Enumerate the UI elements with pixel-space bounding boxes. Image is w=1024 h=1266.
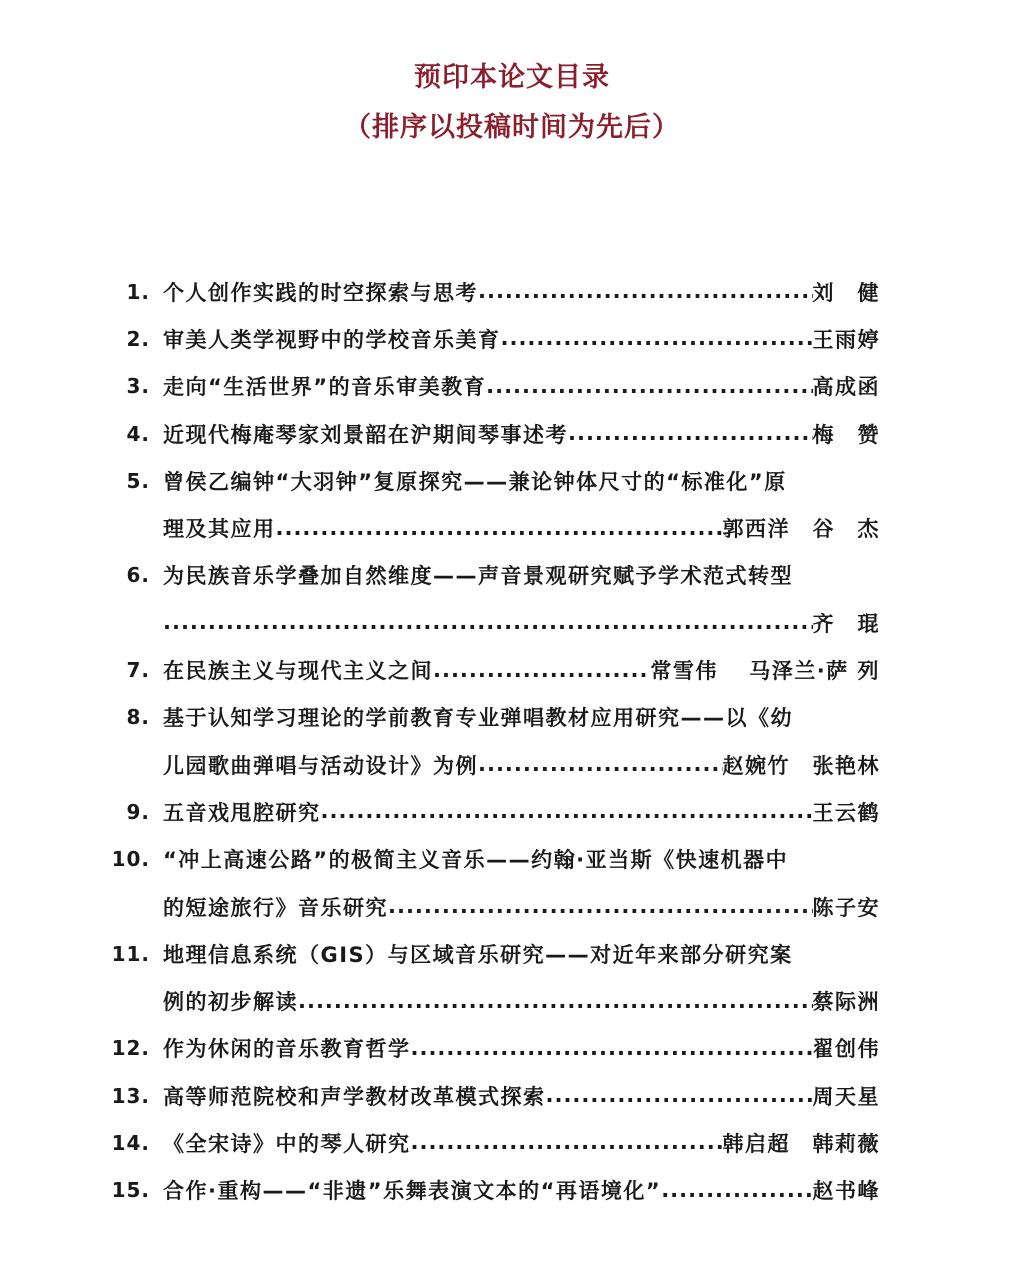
toc-entry-number: 14.: [111, 1130, 150, 1155]
toc-entry-title: 为民族音乐学叠加自然维度——声音景观研究赋予学术范式转型: [163, 564, 793, 589]
toc-entry-line: [100, 694, 880, 741]
toc-entry-title: 儿园歌曲弹唱与活动设计》为例: [163, 753, 478, 778]
toc-entry-number: 10.: [111, 847, 150, 872]
toc-entry-title: 合作·重构——“非遗”乐舞表演文本的“再语境化”: [163, 1179, 662, 1204]
toc-entry-title: 个人创作实践的时空探索与思考: [163, 280, 478, 305]
toc-entry-title: 例的初步解读: [163, 990, 298, 1015]
table-of-contents: [100, 268, 880, 1214]
dot-leader: [411, 1025, 813, 1072]
dot-leader: [478, 268, 813, 315]
toc-entry-number: 3.: [126, 374, 150, 399]
toc-entry-author: 韩启超 韩莉薇: [722, 1131, 880, 1156]
toc-entry-line: [100, 930, 880, 977]
dot-leader: [163, 599, 813, 646]
toc-entry-title: 作为休闲的音乐教育哲学: [163, 1037, 411, 1062]
toc-entry-number: 11.: [111, 941, 150, 966]
toc-entry-line: [100, 836, 880, 883]
toc-entry-author: 王云鹤: [812, 800, 880, 825]
dot-leader: [321, 788, 813, 835]
dot-leader: [478, 741, 723, 788]
dot-leader: [433, 647, 650, 694]
toc-entry-number: 6.: [126, 563, 150, 588]
toc-entry-number: 8.: [126, 705, 150, 730]
dot-leader: [411, 1119, 723, 1166]
toc-entry-number: 2.: [126, 326, 150, 351]
toc-entry-author: 周天星: [812, 1084, 880, 1109]
toc-entry-number: 13.: [111, 1083, 150, 1108]
page-subtitle: （排序以投稿时间为先后）: [344, 112, 680, 143]
toc-entry-number: 1.: [126, 279, 150, 304]
dot-leader: [661, 1167, 812, 1214]
toc-entry-author: 梅 赞: [812, 422, 880, 447]
toc-entry-title: 走向“生活世界”的音乐审美教育: [163, 375, 487, 400]
toc-entry-line: [100, 599, 880, 646]
toc-entry-line: [100, 268, 880, 315]
toc-entry-number: 9.: [126, 799, 150, 824]
toc-entry-line: [100, 1167, 880, 1214]
toc-entry-number: 12.: [111, 1036, 150, 1061]
toc-entry-author: 蔡际洲: [812, 990, 880, 1015]
toc-entry-title: 近现代梅庵琴家刘景韶在沪期间琴事述考: [163, 422, 568, 447]
toc-entry-number: 5.: [126, 468, 150, 493]
toc-entry-line: [100, 883, 880, 930]
toc-entry-author: 王雨婷: [812, 327, 880, 352]
toc-entry-title: 在民族主义与现代主义之间: [163, 659, 433, 684]
toc-entry-number: 7.: [126, 658, 150, 683]
toc-entry-author: 高成函: [812, 375, 880, 400]
toc-entry-author: 赵婉竹 张艳林: [722, 753, 880, 778]
toc-entry-title: 高等师范院校和声学教材改革模式探索: [163, 1084, 546, 1109]
toc-entry-number: 4.: [126, 421, 150, 446]
toc-entry-author: 陈子安: [812, 895, 880, 920]
toc-entry-line: [100, 552, 880, 599]
toc-entry-author: 常雪伟 马泽兰·萨 列: [650, 659, 880, 684]
toc-entry-line: [100, 410, 880, 457]
toc-entry-title: 的短途旅行》音乐研究: [163, 895, 388, 920]
toc-entry-title: 审美人类学视野中的学校音乐美育: [163, 327, 501, 352]
dot-leader: [486, 363, 812, 410]
toc-entry-line: [100, 457, 880, 504]
toc-entry-line: [100, 646, 880, 693]
toc-entry-number: 15.: [111, 1178, 150, 1203]
toc-entry-author: 赵书峰: [812, 1179, 880, 1204]
toc-entry-title: 地理信息系统（GIS）与区域音乐研究——对近年来部分研究案: [163, 942, 793, 967]
toc-entry-line: [100, 788, 880, 835]
toc-entry-title: 《全宋诗》中的琴人研究: [163, 1131, 411, 1156]
toc-entry-line: [100, 1025, 880, 1072]
dot-leader: [388, 883, 813, 930]
toc-entry-title: 理及其应用: [163, 517, 276, 542]
dot-leader: [501, 315, 813, 362]
toc-entry-title: 曾侯乙编钟“大羽钟”复原探究——兼论钟体尺寸的“标准化”原: [163, 469, 787, 494]
toc-entry-line: [100, 977, 880, 1024]
toc-entry-author: 翟创伟: [812, 1037, 880, 1062]
toc-entry-line: [100, 504, 880, 551]
toc-entry-line: [100, 741, 880, 788]
toc-entry-title: “冲上高速公路”的极简主义音乐——约翰·亚当斯《快速机器中: [163, 848, 789, 873]
toc-entry-line: [100, 1119, 880, 1166]
dot-leader: [546, 1072, 813, 1119]
dot-leader: [298, 978, 813, 1025]
dot-leader: [568, 410, 813, 457]
toc-entry-line: [100, 1072, 880, 1119]
page-title: 预印本论文目录: [414, 62, 610, 93]
toc-entry-title: 基于认知学习理论的学前教育专业弹唱教材应用研究——以《幼: [163, 706, 793, 731]
toc-entry-title: 五音戏甩腔研究: [163, 800, 321, 825]
toc-entry-line: [100, 363, 880, 410]
dot-leader: [276, 505, 723, 552]
toc-entry-line: [100, 315, 880, 362]
toc-entry-author: 刘 健: [812, 280, 880, 305]
toc-entry-author: 郭西洋 谷 杰: [722, 517, 880, 542]
toc-entry-author: 齐 琨: [812, 611, 880, 636]
